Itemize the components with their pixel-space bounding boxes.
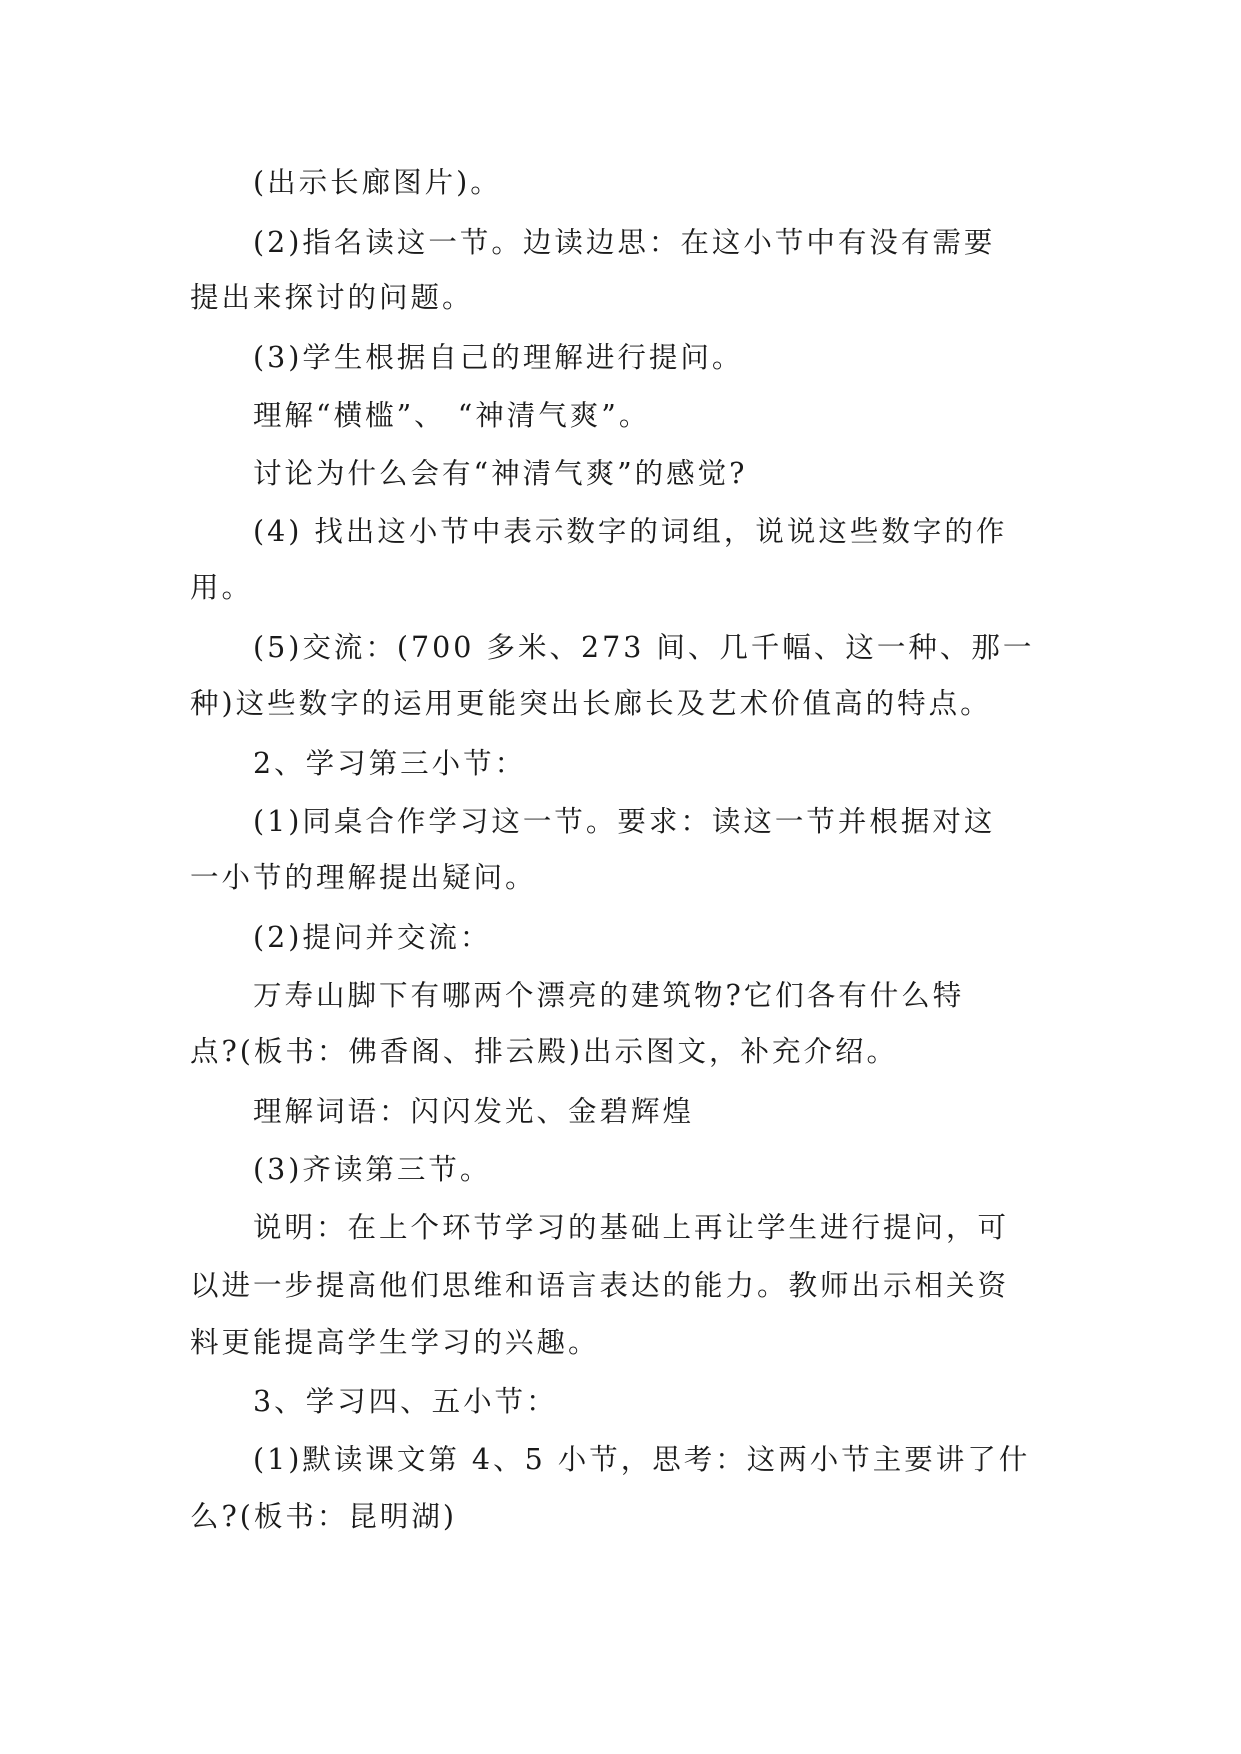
text-line-12: (1)同桌合作学习这一节。要求：读这一节并根据对这 xyxy=(253,805,996,838)
text-line-11: 2、学习第三小节： xyxy=(253,747,527,780)
text-line-7: (4) 找出这小节中表示数字的词组，说说这些数字的作 xyxy=(253,515,1008,548)
text-line-23: (1)默读课文第 4、5 小节，思考：这两小节主要讲了什 xyxy=(253,1443,1031,1476)
text-line-18: (3)齐读第三节。 xyxy=(253,1153,492,1186)
text-line-1: (出示长廊图片)。 xyxy=(253,166,502,199)
text-line-6: 讨论为什么会有“神清气爽”的感觉? xyxy=(253,457,748,490)
text-line-9: (5)交流：(700 多米、273 间、几千幅、这一种、那一 xyxy=(253,631,1035,664)
text-line-2: (2)指名读这一节。边读边思：在这小节中有没有需要 xyxy=(253,226,996,259)
text-line-17: 理解词语：闪闪发光、金碧辉煌 xyxy=(253,1095,695,1128)
text-line-10: 种)这些数字的运用更能突出长廊长及艺术价值高的特点。 xyxy=(190,687,992,720)
text-line-8: 用。 xyxy=(190,571,254,604)
text-line-5: 理解“横槛”、 “神清气爽”。 xyxy=(253,399,651,432)
text-line-19: 说明：在上个环节学习的基础上再让学生进行提问，可 xyxy=(253,1211,1010,1244)
text-line-21: 料更能提高学生学习的兴趣。 xyxy=(190,1326,600,1359)
text-line-3: 提出来探讨的问题。 xyxy=(190,281,474,314)
text-line-16: 点?(板书：佛香阁、排云殿)出示图文，补充介绍。 xyxy=(190,1035,899,1068)
text-line-15: 万寿山脚下有哪两个漂亮的建筑物?它们各有什么特 xyxy=(253,979,965,1012)
text-line-20: 以进一步提高他们思维和语言表达的能力。教师出示相关资 xyxy=(190,1269,1010,1302)
text-line-24: 么?(板书：昆明湖) xyxy=(190,1500,458,1533)
text-line-13: 一小节的理解提出疑问。 xyxy=(190,861,537,894)
text-line-4: (3)学生根据自己的理解进行提问。 xyxy=(253,341,744,374)
text-line-22: 3、学习四、五小节： xyxy=(253,1385,558,1418)
text-line-14: (2)提问并交流： xyxy=(253,921,492,954)
